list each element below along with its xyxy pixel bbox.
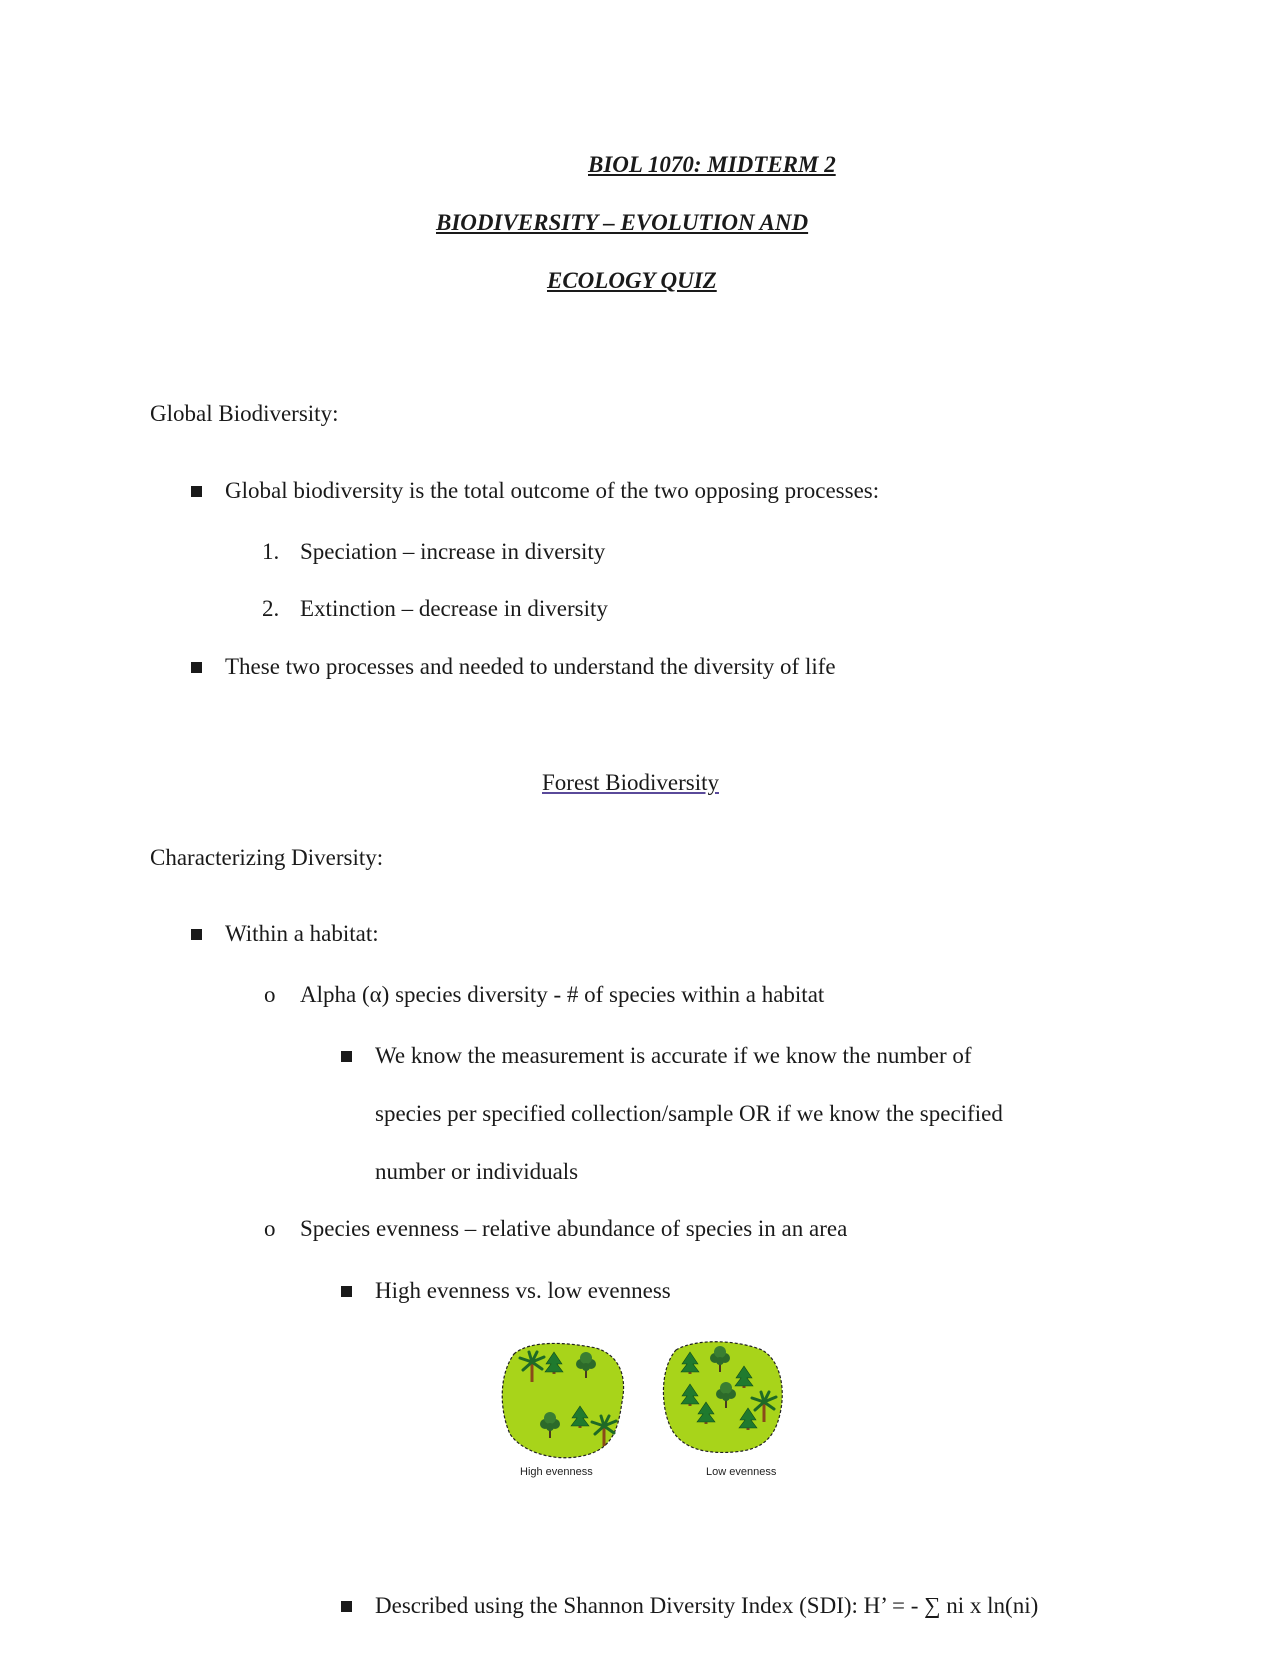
bullet-global-biodiversity: Global biodiversity is the total outcome of the two opposing processes: [225,478,880,503]
detail-line: species per specified collection/sample OR if we know the specified [375,1101,1003,1126]
doc-title-line1: BIOL 1070: MIDTERM 2 [588,152,836,177]
low-evenness-habitat [663,1342,782,1453]
list-item-number: 2. [262,596,280,621]
subheading-forest-biodiversity: Forest Biodiversity [542,770,719,795]
bullet-square-icon [191,929,202,940]
sub-bullet-alpha-diversity: Alpha (α) species diversity - # of species within a habitat [300,982,825,1007]
bullet-square-icon [341,1286,352,1297]
section-heading-global-biodiversity: Global Biodiversity: [150,401,339,426]
bullet-within-habitat: Within a habitat: [225,921,379,946]
caption-high-evenness: High evenness [520,1466,593,1478]
sub-bullet-species-evenness: Species evenness – relative abundance of species in an area [300,1216,848,1241]
section-heading-characterizing-diversity: Characterizing Diversity: [150,845,384,870]
bullet-square-icon [341,1051,352,1062]
bullet-square-icon [191,662,202,673]
bullet-square-icon [341,1601,352,1612]
bullet-shannon-index: Described using the Shannon Diversity Index (SDI): H’ = - ∑ ni x ln(ni) [375,1593,1039,1618]
sub-bullet-marker: o [264,982,276,1007]
doc-title-line3: ECOLOGY QUIZ [547,268,717,293]
list-item-text: Speciation – increase in diversity [300,539,606,564]
bullet-two-processes: These two processes and needed to understand the diversity of life [225,654,836,679]
list-item-number: 1. [262,539,280,564]
evenness-figure [500,1338,800,1468]
caption-low-evenness: Low evenness [706,1466,777,1478]
list-item-text: Extinction – decrease in diversity [300,596,608,621]
detail-evenness-comparison: High evenness vs. low evenness [375,1278,671,1303]
bullet-square-icon [191,486,202,497]
doc-title-line2: BIODIVERSITY – EVOLUTION AND [436,210,809,235]
detail-line: number or individuals [375,1159,579,1184]
detail-line: We know the measurement is accurate if we know the number of [375,1043,972,1068]
sub-bullet-marker: o [264,1216,276,1241]
high-evenness-habitat [502,1343,623,1457]
